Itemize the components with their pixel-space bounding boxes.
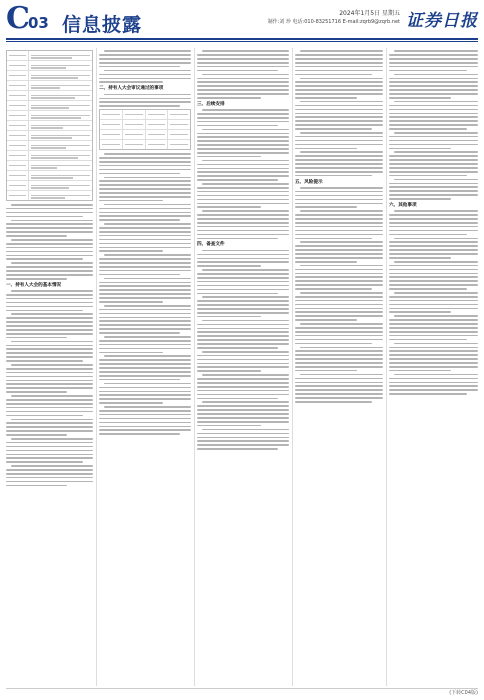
column-divider (194, 48, 195, 686)
contact-info: 制作:刘 珍 电话:010-83251716 E-mail:zqrb9@zqrb.net (267, 19, 400, 25)
section-heading: 一、持有人大会的基本情况 (6, 282, 62, 288)
article-column-5 (389, 48, 478, 686)
section-heading: 四、备查文件 (197, 242, 225, 248)
notice-table (6, 50, 93, 201)
section-title: 信息披露 (62, 14, 143, 36)
article-column-1 (6, 48, 93, 686)
newspaper-logo: 证券日报 (406, 11, 478, 31)
column-divider (96, 48, 97, 686)
footer-rule (6, 688, 478, 689)
voting-result-table (99, 109, 191, 150)
header-rule-thin (6, 41, 478, 42)
section-number: 03 (28, 14, 49, 32)
section-heading: 五、风险提示 (295, 179, 323, 185)
issue-date: 2024年1月5日 星期五 (339, 10, 400, 17)
column-divider (292, 48, 293, 686)
section-heading: 三、后续安排 (197, 101, 225, 107)
section-heading: 六、其他事项 (389, 203, 417, 209)
column-divider (386, 48, 387, 686)
article-column-4 (295, 48, 383, 686)
article-column-2 (99, 48, 191, 686)
body-text (6, 204, 93, 486)
continued-page-label: (下转C04版) (449, 690, 478, 696)
article-column-3 (197, 48, 289, 686)
page-header (0, 0, 484, 42)
section-heading: 二、持有人大会审议通过的事项 (99, 86, 164, 92)
header-rule (6, 38, 478, 40)
section-letter: C (6, 1, 30, 36)
